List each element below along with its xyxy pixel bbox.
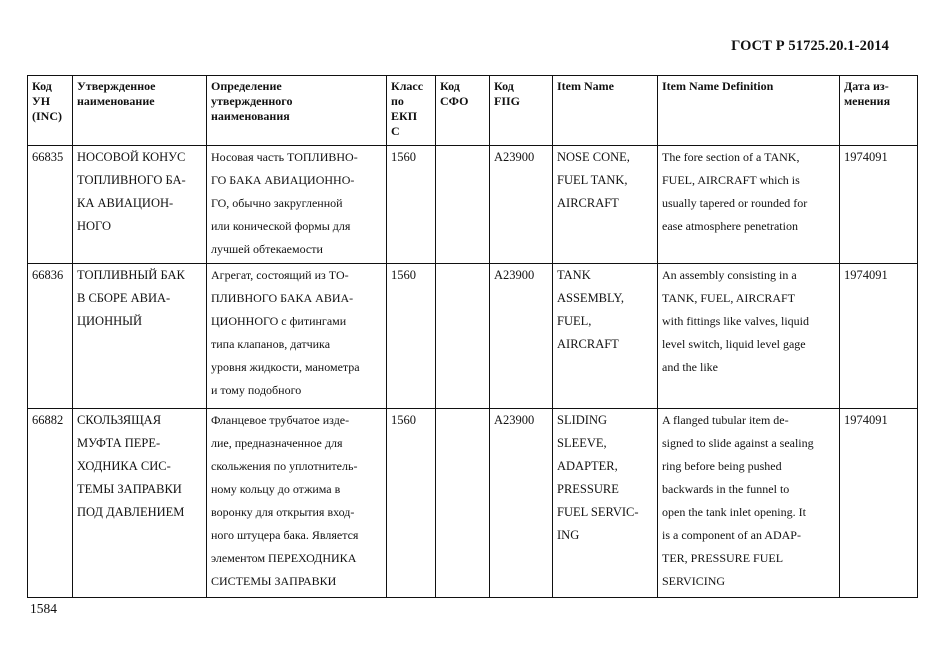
cell-name-definition: Агрегат, состоящий из ТО- ПЛИВНОГО БАКА АВИА- ЦИОННОГО с фитингами типа клапанов, датчика уровня жидкости, манометра и тому подобного	[207, 264, 387, 409]
cell-item-name-definition: An assembly consisting in a TANK, FUEL, AIRCRAFT with fittings like valves, liquid level switch, liquid level gage and the like	[658, 264, 840, 409]
cell-item-name: TANK ASSEMBLY, FUEL, AIRCRAFT	[553, 264, 658, 409]
table-row	[28, 146, 918, 264]
table-row	[28, 409, 918, 598]
cell-item-name-definition: The fore section of a TANK, FUEL, AIRCRAFT which is usually tapered or rounded for ease atmosphere penetration	[658, 146, 840, 264]
cell-sfo	[436, 264, 490, 409]
cell-item-name-definition: A flanged tubular item de- signed to slide against a sealing ring before being pushed backwards in the funnel to open the tank inlet opening. It is a component of an ADAP- TER, PRESSURE FUEL SERVICING	[658, 409, 840, 598]
page-number: 1584	[30, 601, 57, 616]
header-inc: Код УН (INC)	[28, 76, 73, 146]
cell-inc: 66836	[28, 264, 73, 409]
cell-change-date: 1974091	[840, 409, 918, 598]
header-item-name-definition: Item Name Definition	[658, 76, 840, 146]
cell-class: 1560	[387, 409, 436, 598]
cell-fiig: A23900	[490, 409, 553, 598]
cell-approved-name: ТОПЛИВНЫЙ БАК В СБОРЕ АВИА- ЦИОННЫЙ	[73, 264, 207, 409]
cell-change-date: 1974091	[840, 146, 918, 264]
table-row	[28, 264, 918, 409]
cell-sfo	[436, 409, 490, 598]
header-class: Класс по ЕКП С	[387, 76, 436, 146]
cell-approved-name: НОСОВОЙ КОНУС ТОПЛИВНОГО БА- КА АВИАЦИОН- НОГО	[73, 146, 207, 264]
cell-class: 1560	[387, 264, 436, 409]
standard-designation: ГОСТ Р 51725.20.1-2014	[731, 38, 889, 54]
cell-sfo	[436, 146, 490, 264]
cell-fiig: A23900	[490, 146, 553, 264]
cell-class: 1560	[387, 146, 436, 264]
cell-name-definition: Фланцевое трубчатое изде- лие, предназначенное для скольжения по уплотнитель- ному кольцу до отжима в воронку для открытия вход- ного штуцера бака. Является элементом ПЕРЕХОДНИКА СИСТЕМЫ ЗАПРАВКИ	[207, 409, 387, 598]
header-name-definition: Определение утвержденного наименования	[207, 76, 387, 146]
header-item-name: Item Name	[553, 76, 658, 146]
header-change-date: Дата из- менения	[840, 76, 918, 146]
cell-item-name: SLIDING SLEEVE, ADAPTER, PRESSURE FUEL SERVIC- ING	[553, 409, 658, 598]
header-fiig: Код FIIG	[490, 76, 553, 146]
cell-name-definition: Носовая часть ТОПЛИВНО- ГО БАКА АВИАЦИОННО- ГО, обычно закругленной или конической формы для лучшей обтекаемости	[207, 146, 387, 264]
cell-fiig: A23900	[490, 264, 553, 409]
cell-approved-name: СКОЛЬЗЯЩАЯ МУФТА ПЕРЕ- ХОДНИКА СИС- ТЕМЫ ЗАПРАВКИ ПОД ДАВЛЕНИЕМ	[73, 409, 207, 598]
cell-item-name: NOSE CONE, FUEL TANK, AIRCRAFT	[553, 146, 658, 264]
table-header-row	[28, 76, 918, 146]
header-approved-name: Утвержденное наименование	[73, 76, 207, 146]
cell-inc: 66835	[28, 146, 73, 264]
cell-change-date: 1974091	[840, 264, 918, 409]
cell-inc: 66882	[28, 409, 73, 598]
header-sfo: Код СФО	[436, 76, 490, 146]
classification-table	[27, 75, 918, 598]
